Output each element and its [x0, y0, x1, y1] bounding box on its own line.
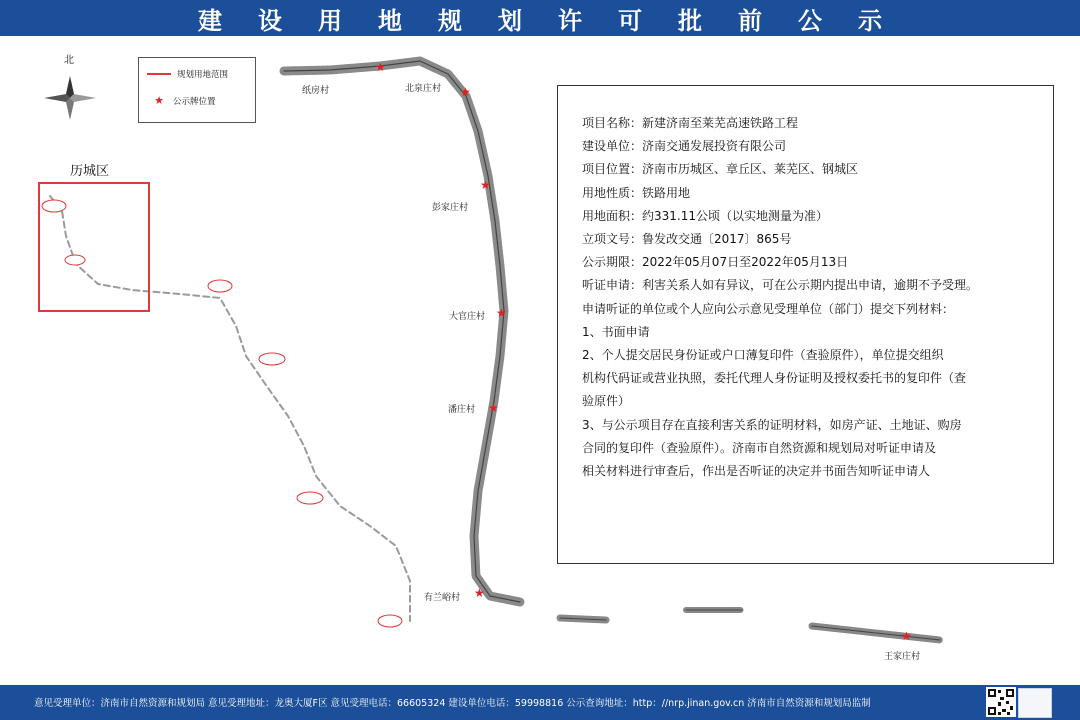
header-banner — [0, 0, 1080, 36]
notice-info-panel — [557, 85, 1054, 564]
star-icon: ★ — [474, 586, 485, 600]
village-label: 有兰峪村 — [424, 593, 461, 603]
legend-label: 规划用地范围 — [177, 70, 229, 80]
info-line: 听证申请：利害关系人如有异议，可在公示期内提出申请，逾期不予受理。 — [582, 278, 979, 293]
info-line: 立项文号：鲁发改交通〔2017〕865号 — [582, 232, 792, 247]
info-line: 项目位置：济南市历城区、章丘区、莱芜区、钢城区 — [582, 162, 859, 177]
star-icon: ★ — [488, 401, 499, 415]
info-line: 1、书面申请 — [582, 324, 650, 339]
village-label: 北泉庄村 — [405, 84, 442, 94]
village-label: 大官庄村 — [449, 312, 486, 322]
district-title: 历城区 — [70, 164, 110, 179]
qr-code-icon — [986, 687, 1016, 717]
route-map — [0, 36, 1080, 685]
info-line: 用地面积：约331.11公顷（以实地测量为准） — [582, 208, 828, 223]
info-line: 验原件） — [582, 394, 631, 409]
map-legend — [138, 57, 256, 123]
info-line: 合同的复印件（查验原件）。济南市自然资源和规划局对听证申请及 — [582, 440, 937, 455]
notice-text — [582, 112, 1044, 483]
north-arrow-icon — [44, 76, 96, 120]
village-label: 彭家庄村 — [432, 203, 469, 213]
info-line: 2、个人提交居民身份证或户口薄复印件（查验原件），单位提交组织 — [582, 348, 944, 363]
star-icon: ★ — [460, 85, 471, 99]
footer-text: 意见受理单位：济南市自然资源和规划局 意见受理地址：龙奥大厦F区 意见受理电话：66605324 建设单位电话：59998816 公示查询地址：http：//nrp.jinan.gov.cn 济南市自然资源和规划局监制 — [34, 698, 871, 709]
info-line: 机构代码证或营业执照，委托代理人身份证明及授权委托书的复印件（查 — [582, 371, 967, 386]
info-line: 公示期限：2022年05月07日至2022年05月13日 — [582, 255, 849, 270]
red-line-icon — [147, 73, 171, 75]
info-line: 建设单位：济南交通发展投资有限公司 — [582, 139, 787, 154]
page-title: 建设用地规划许可批前公示 — [198, 6, 918, 35]
legend-label: 公示牌位置 — [173, 96, 216, 107]
star-icon: ★ — [375, 60, 386, 74]
north-label: 北 — [64, 55, 74, 66]
star-icon: ★ — [496, 306, 507, 320]
qr-badge-icon — [1018, 688, 1052, 718]
star-icon: ★ — [901, 629, 912, 643]
info-line: 用地性质：铁路用地 — [582, 185, 691, 200]
star-icon: ★ — [480, 178, 491, 192]
red-star-icon: ★ — [154, 94, 164, 107]
district-inset-box — [38, 182, 150, 312]
info-line: 申请听证的单位或个人应向公示意见受理单位（部门）提交下列材料： — [582, 301, 955, 316]
village-label: 王家庄村 — [884, 652, 921, 662]
village-label: 潘庄村 — [448, 405, 476, 415]
footer-bar — [0, 685, 1080, 720]
info-line: 项目名称：新建济南至莱芜高速铁路工程 — [582, 116, 799, 130]
info-line: 3、与公示项目存在直接利害关系的证明材料，如房产证、土地证、购房 — [582, 417, 962, 432]
village-label: 纸房村 — [302, 86, 330, 96]
info-line: 相关材料进行审查后，作出是否听证的决定并书面告知听证申请人 — [582, 464, 931, 479]
legend-item-sign — [147, 94, 216, 107]
legend-item-boundary — [147, 68, 228, 80]
